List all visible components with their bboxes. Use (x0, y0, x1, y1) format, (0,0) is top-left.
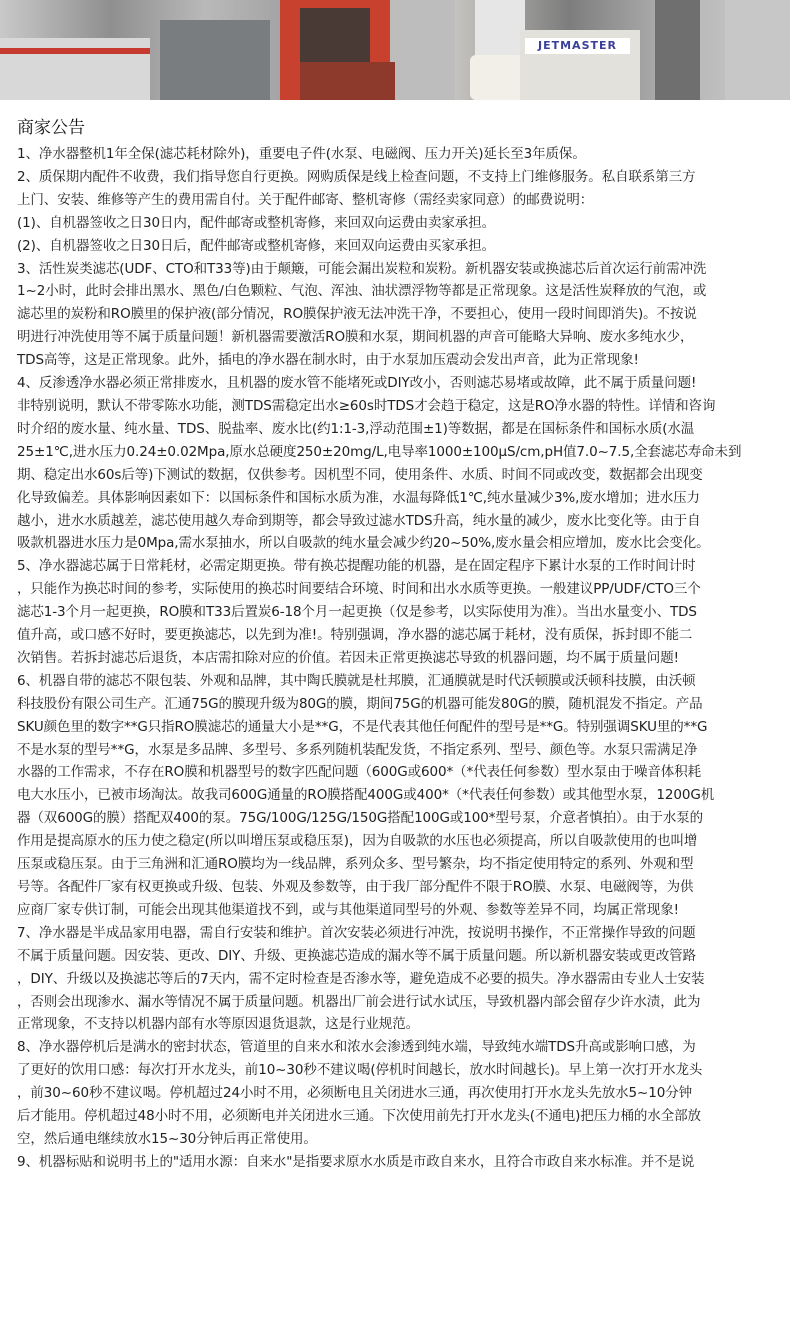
notice-title: 商家公告 (17, 118, 85, 138)
banner-stripe (0, 48, 150, 54)
banner-tank (470, 55, 525, 100)
notice-paragraph: 1、净水器整机1年全保(滤芯耗材除外)，重要电子件(水泵、电磁阀、压力开关)延长至3年质保。 (17, 146, 586, 162)
banner-machine (655, 0, 700, 100)
banner-brand-label: JETMASTER (525, 38, 630, 54)
notice-paragraph: 6、机器自带的滤芯不限包装、外观和品牌，其中陶氏膜就是杜邦膜，汇通膜就是时代沃顿膜或沃顿科技膜，由沃顿 科技股份有限公司生产。汇通75G的膜现升级为80G的膜，期间75G的机器可能发80G的膜，随机混发不指定。产品 SKU颜色里的数字**G只指RO膜滤芯的通量大小是**G，不是代表其他任何配件的型号是**G。特别强调SKU里的**G 不是水泵的型号**G，水泵是多品牌、多型号、多系列随机装配发货，不指定系列、型号、颜色等。水泵只需满足净 水器的工作需求，不存在RO膜和机器型号的数字匹配问题（600G或600*（*代表任何参数）型水泵由于噪音体积耗 电大水压小，已被市场淘汰。故我司600G通量的RO膜搭配400G或400*（*代表任何参数）或其他型水泵，1200G机 器（双600G的膜）搭配双400的泵。75G/100G/125G/150G搭配100G或100*型号泵，介意者慎拍）。由于水泵的 作用是提高原水的压力使之稳定(所以叫增压泵或稳压泵)，因为自吸款的水压也必须提高，所以自吸款使用的也叫增 压泵或稳压泵。由于三角洲和汇通RO膜均为一线品牌，系列众多、型号繁杂，均不指定使用特定的系列、外观和型 号等。各配件厂家有权更换或升级、包装、外观及参数等，由于我厂部分配件不限于RO膜、水泵、电磁阀等，为供 应商厂家专供订制，可能会出现其他渠道找不到，或与其他渠道同型号的外观、参数等差异不同，均属正常现象! (17, 672, 715, 918)
banner-window (300, 8, 370, 63)
notice-paragraph: 5、净水器滤芯属于日常耗材，必需定期更换。带有换芯提醒功能的机器，是在固定程序下累计水泵的工作时间计时 ，只能作为换芯时间的参考，实际使用的换芯时间要结合环境、时间和出水水质等更换。一般建议PP/UDF/CTO三个 滤芯1-3个月一起更换，RO膜和T33后置炭6-18个月一起更换（仅是参考，以实际使用为准）。当出水量变小、TDS 值升高，或口感不好时，要更换滤芯，以先到为准!。特别强调，净水器的滤芯属于耗材，没有质保，拆封即不能二 次销售。若拆封滤芯后退货，本店需扣除对应的价值。若因未正常更换滤芯导致的机器问题，均不属于质量问题! (17, 558, 701, 666)
notice-paragraph: (1)、自机器签收之日30日内，配件邮寄或整机寄修，来回双向运费由卖家承担。 (17, 214, 496, 231)
notice-paragraph: 4、反渗透净水器必须正常排废水，且机器的废水管不能堵死或DIY改小，否则滤芯易堵或故障，此不属于质量问题! 非特别说明，默认不带零陈水功能，测TDS需稳定出水≥60s时TDS才会趋于稳定，这是RO净水器的特性。详情和咨询 时介绍的废水量、纯水量、TDS、脱盐率、废水比(约1:1-3,浮动范围±1)等数据，都是在国标条件和国标水质(水温 25±1℃,进水压力0.24±0.02Mpa,原水总硬度250±20mg/L,电导率1000±100μS/cm,pH值7.0~7.5,全套滤芯寿命未到 期、稳定出水60s后等)下测试的数据，仅供参考。因机型不同，使用条件、水质、时间不同或改变，数据都会出现变 化导致偏差。具体影响因素如下：以国标条件和国标水质为准，水温每降低1℃,纯水量减少3%,废水增加；进水压力 越小，进水水质越差，滤芯使用越久寿命到期等，都会导致过滤水TDS升高，纯水量的减少，废水比变化等。由于自 吸款机器进水压力是0Mpa,需水泵抽水，所以自吸款的纯水量会减少约20~50%,废水量会相应增加，废水比会变化。 (17, 375, 742, 552)
notice-paragraph: 9、机器标贴和说明书上的"适用水源：自来水"是指要求原水水质是市政自来水，且符合市政自来水标准。并不是说 (17, 1153, 695, 1170)
notice-paragraph: 3、活性炭类滤芯(UDF、CTO和T33等)由于颠簸，可能会漏出炭粒和炭粉。新机器安装或换滤芯后首次运行前需冲洗 1~2小时，此时会排出黑水、黑色/白色颗粒、气泡、浑浊、油状漂浮物等都是正常现象。这是活性炭释放的气泡，或 滤芯里的炭粉和RO膜里的保护液(部分情况，RO膜保护液无法冲洗干净，不要担心，使用一段时间即消失)。不按说 明进行冲洗使用等不属于质量问题！新机器需要激活RO膜和水泵，期间机器的声音可能略大异响、废水多纯水少， TDS高等，这是正常现象。此外，插电的净水器在制水时，由于水泵加压震动会发出声音，此为正常现象! (17, 260, 707, 369)
notice-section (0, 113, 783, 1174)
notice-paragraph: 2、质保期内配件不收费，我们指导您自行更换。网购质保是线上检查问题，不支持上门维修服务。私自联系第三方 上门、安装、维修等产生的费用需自付。关于配件邮寄、整机寄修（需经卖家同意）的邮费说明： (17, 168, 696, 208)
factory-banner-image (0, 0, 790, 100)
banner-machine (395, 0, 455, 100)
banner-machine (160, 20, 270, 100)
notice-paragraph: (2)、自机器签收之日30日后，配件邮寄或整机寄修，来回双向运费由买家承担。 (17, 237, 496, 254)
notice-paragraph: 7、净水器是半成品家用电器，需自行安装和维护。首次安装必须进行冲洗，按说明书操作，不正常操作导致的问题 不属于质量问题。因安装、更改、DIY、升级、更换滤芯造成的漏水等不属于质量问题。所以新机器安装或更改管路 ，DIY、升级以及换滤芯等后的7天内，需不定时检查是否渗水等，避免造成不必要的损失。净水器需由专业人士安装 ，否则会出现渗水、漏水等情况不属于质量问题。机器出厂前会进行试水试压，导致机器内部会留存少许水渍，此为 正常现象，不支持以机器内部有水等原因退货退款，这是行业规范。 (17, 924, 705, 1033)
banner-machine (725, 0, 790, 100)
notice-paragraph: 8、净水器停机后是满水的密封状态，管道里的自来水和浓水会渗透到纯水端，导致纯水端TDS升高或影响口感，为 了更好的饮用口感：每次打开水龙头，前10~30秒不建议喝(停机时间越长，放水时间越长)。早上第一次打开水龙头 ，前30~60秒不建议喝。停机超过24小时不用，必须断电且关闭进水三通，再次使用打开水龙头先放水5~10分钟 后才能用。停机超过48小时不用，必须断电并关闭进水三通。下次使用前先打开水龙头(不通电)把压力桶的水全部放 空，然后通电继续放水15~30分钟后再正常使用。 (17, 1039, 703, 1147)
